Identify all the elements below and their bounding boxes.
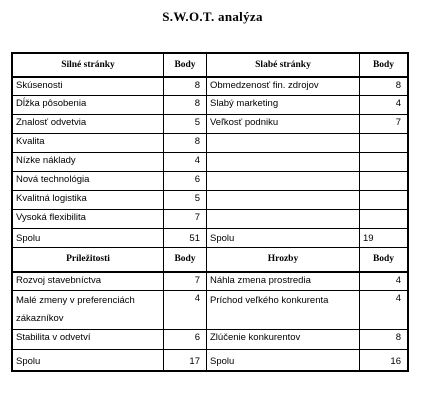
- strengths-header: Silné stránky: [13, 54, 164, 77]
- threat-points: 4: [360, 272, 408, 291]
- opportunities-threats-header-row: [13, 248, 408, 272]
- weakness-points: [360, 172, 408, 191]
- table-row: [13, 115, 408, 134]
- weakness-item: [207, 153, 360, 172]
- threat-item: Zlúčenie konkurentov: [207, 330, 360, 350]
- opportunities-sum-label: Spolu: [13, 350, 164, 371]
- strength-item: Skúsenosti: [13, 77, 164, 96]
- weakness-item: Veľkosť podniku: [207, 115, 360, 134]
- opportunities-sum-value: 17: [164, 350, 207, 371]
- strength-item: Dĺžka pôsobenia: [13, 96, 164, 115]
- weakness-item: [207, 172, 360, 191]
- weakness-points: 4: [360, 96, 408, 115]
- opportunity-points: 6: [164, 330, 207, 350]
- opportunities-points-header: Body: [164, 248, 207, 272]
- strength-item: Nová technológia: [13, 172, 164, 191]
- threat-item: Náhla zmena prostredia: [207, 272, 360, 291]
- strength-item: Kvalita: [13, 134, 164, 153]
- weaknesses-header: Slabé stránky: [207, 54, 360, 77]
- strength-item: Znalosť odvetvia: [13, 115, 164, 134]
- weakness-points: [360, 191, 408, 210]
- table-row: [13, 191, 408, 210]
- threats-sum-label: Spolu: [207, 350, 360, 371]
- table-row: [13, 291, 408, 330]
- weakness-points: [360, 210, 408, 229]
- strength-item: Vysoká flexibilita: [13, 210, 164, 229]
- table-row: [13, 272, 408, 291]
- threat-item: Príchod veľkého konkurenta: [207, 291, 360, 330]
- table-row: [13, 77, 408, 96]
- swot-table: [11, 52, 409, 372]
- strengths-points-header: Body: [164, 54, 207, 77]
- strengths-weaknesses-header-row: [13, 54, 408, 77]
- sum-row: [13, 350, 408, 371]
- opportunity-points: 4: [164, 291, 207, 330]
- weakness-item: Obmedzenosť fin. zdrojov: [207, 77, 360, 96]
- strength-points: 7: [164, 210, 207, 229]
- table-row: [13, 96, 408, 115]
- opportunity-item: Rozvoj stavebníctva: [13, 272, 164, 291]
- weakness-item: [207, 210, 360, 229]
- threat-points: 4: [360, 291, 408, 330]
- strength-points: 5: [164, 115, 207, 134]
- weakness-points: 8: [360, 77, 408, 96]
- strength-item: Kvalitná logistika: [13, 191, 164, 210]
- opportunities-header: Príležitosti: [13, 248, 164, 272]
- strength-item: Nízke náklady: [13, 153, 164, 172]
- threats-sum-value: 16: [360, 350, 408, 371]
- strength-points: 8: [164, 134, 207, 153]
- table-row: [13, 134, 408, 153]
- strength-points: 8: [164, 77, 207, 96]
- weakness-points: [360, 153, 408, 172]
- table-row: [13, 210, 408, 229]
- strength-points: 8: [164, 96, 207, 115]
- swot-grid: [12, 53, 408, 371]
- table-row: [13, 172, 408, 191]
- strength-points: 5: [164, 191, 207, 210]
- weaknesses-sum-label: Spolu: [207, 229, 360, 248]
- strengths-sum-label: Spolu: [13, 229, 164, 248]
- opportunity-item: Malé zmeny v preferenciách zákazníkov: [13, 291, 164, 330]
- opportunity-points: 7: [164, 272, 207, 291]
- weakness-item: Slabý marketing: [207, 96, 360, 115]
- weaknesses-sum-value: 19: [360, 229, 408, 248]
- sum-row: [13, 229, 408, 248]
- weakness-item: [207, 134, 360, 153]
- threat-points: 8: [360, 330, 408, 350]
- threats-header: Hrozby: [207, 248, 360, 272]
- opportunity-item: Stabilita v odvetví: [13, 330, 164, 350]
- strength-points: 6: [164, 172, 207, 191]
- weaknesses-points-header: Body: [360, 54, 408, 77]
- strength-points: 4: [164, 153, 207, 172]
- page-title: S.W.O.T. analýza: [162, 9, 263, 24]
- weakness-points: 7: [360, 115, 408, 134]
- strengths-sum-value: 51: [164, 229, 207, 248]
- table-row: [13, 330, 408, 350]
- weakness-item: [207, 191, 360, 210]
- table-row: [13, 153, 408, 172]
- weakness-points: [360, 134, 408, 153]
- threats-points-header: Body: [360, 248, 408, 272]
